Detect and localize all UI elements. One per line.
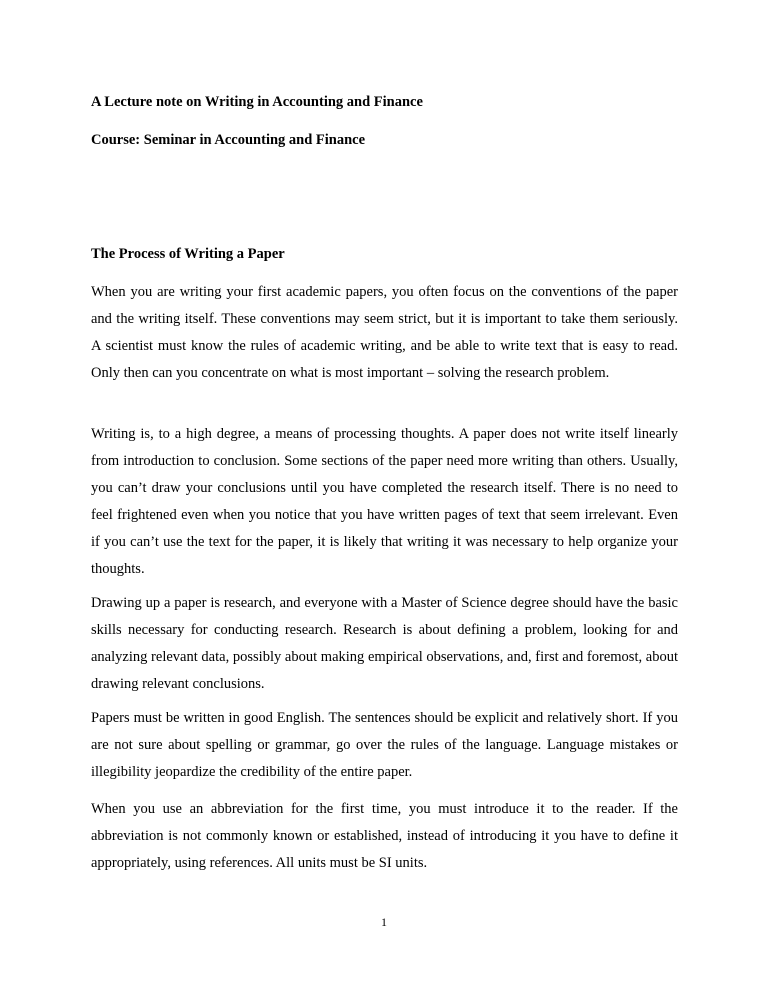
paragraph-2: Writing is, to a high degree, a means of processing thoughts. A paper does not write itself linearly from introduction to conclusion. Some sections of the paper need more writing than others. Usually, you can’t draw your conclusions until you have completed the research itself. There is no need to feel frightened even when you notice that you have written pages of text that seem irrelevant. Even if you can’t use the text for the paper, it is likely that writing it was necessary to help organize your thoughts. [91,426,678,577]
paragraph-1: When you are writing your first academic papers, you often focus on the conventions of the paper and the writing itself. These conventions may seem strict, but it is important to take them seriously. A scientist must know the rules of academic writing, and be able to write text that is easy to read. Only then can you concentrate on what is most important – solving the research problem. [91,284,678,381]
course-title: Course: Seminar in Accounting and Finance [91,132,366,148]
section-heading: The Process of Writing a Paper [91,246,285,262]
paragraph-4: Papers must be written in good English. The sentences should be explicit and relatively short. If you are not sure about spelling or grammar, go over the rules of the language. Language mistakes or illegibility jeopardize the credibility of the entire paper. [91,710,678,780]
page-number: 1 [381,915,387,929]
paragraph-3: Drawing up a paper is research, and everyone with a Master of Science degree should have the basic skills necessary for conducting research. Research is about defining a problem, looking for and analyzing relevant data, possibly about making empirical observations, and, first and foremost, about drawing relevant conclusions. [91,595,678,692]
paragraph-5: When you use an abbreviation for the first time, you must introduce it to the reader. If the abbreviation is not commonly known or established, instead of introducing it you have to define it appropriately, using references. All units must be SI units. [91,801,678,871]
lecture-title: A Lecture note on Writing in Accounting and Finance [91,94,423,110]
